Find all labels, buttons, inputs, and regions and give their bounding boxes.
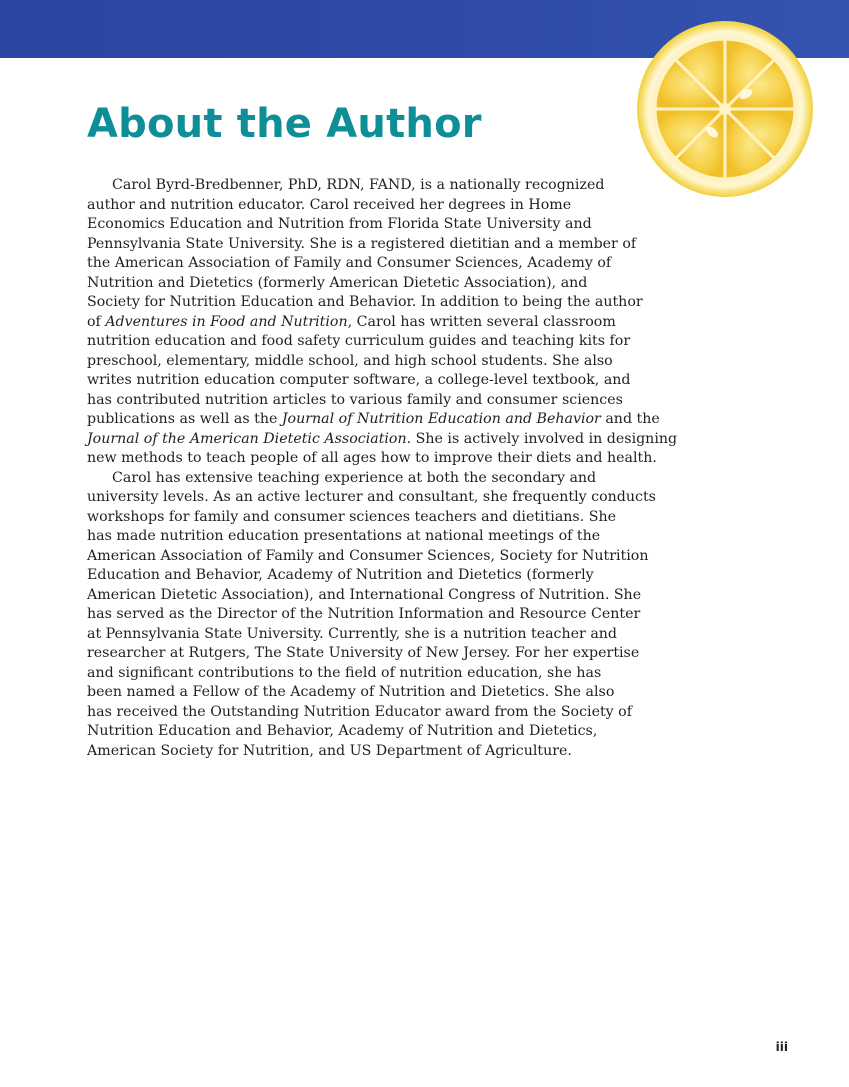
text-line: Carol has extensive teaching experience at both the secondary and bbox=[112, 469, 597, 486]
text-line: Pennsylvania State University. She is a registered dietitian and a member of bbox=[87, 235, 637, 252]
text-line: Society for Nutrition Education and Behavior. In addition to being the author bbox=[87, 294, 643, 310]
text-line: Carol Byrd-Bredbenner, PhD, RDN, FAND, is a nationally recognized bbox=[112, 177, 605, 193]
text-line: preschool, elementary, middle school, and high school students. She also bbox=[87, 352, 613, 369]
text-run: and the bbox=[600, 411, 660, 427]
text-line: American Society for Nutrition, and US Department of Agriculture. bbox=[87, 742, 572, 759]
text-line: Education and Behavior, Academy of Nutrition and Dietetics (formerly bbox=[87, 567, 594, 583]
book-title: Adventures in Food and Nutrition bbox=[105, 313, 348, 330]
text-line: nutrition education and food safety curriculum guides and teaching kits for bbox=[87, 333, 631, 349]
text-run: publications as well as the bbox=[87, 411, 282, 427]
text-line bbox=[87, 410, 660, 430]
text-line: workshops for family and consumer sciences teachers and dietitians. She bbox=[87, 508, 616, 525]
text-run: , Carol has written several classroom bbox=[347, 313, 616, 330]
journal-title: Journal of the American Dietetic Association bbox=[87, 430, 407, 447]
text-line: author and nutrition educator. Carol received her degrees in Home bbox=[87, 196, 572, 213]
text-line: has received the Outstanding Nutrition Educator award from the Society of bbox=[87, 703, 632, 720]
text-line: American Dietetic Association), and International Congress of Nutrition. She bbox=[87, 586, 642, 603]
text-line: has contributed nutrition articles to various family and consumer sciences bbox=[87, 391, 623, 408]
text-line bbox=[87, 313, 627, 333]
text-line: has served as the Director of the Nutrition Information and Resource Center bbox=[87, 606, 641, 622]
text-line: American Association of Family and Consumer Sciences, Society for Nutrition bbox=[87, 547, 649, 564]
text-line: writes nutrition education computer software, a college-level textbook, and bbox=[87, 372, 631, 388]
journal-title: Journal of Nutrition Education and Behavior bbox=[281, 411, 601, 427]
text-run: . She is actively involved in designing bbox=[406, 430, 678, 447]
text-line: researcher at Rutgers, The State University of New Jersey. For her expertise bbox=[87, 645, 640, 661]
text-line: been named a Fellow of the Academy of Nutrition and Dietetics. She also bbox=[87, 684, 615, 700]
text-line: Nutrition Education and Behavior, Academy of Nutrition and Dietetics, bbox=[87, 723, 598, 739]
text-line bbox=[87, 430, 678, 450]
text-line: has made nutrition education presentations at national meetings of the bbox=[87, 528, 601, 544]
text-line: Economics Education and Nutrition from Florida State University and bbox=[87, 216, 592, 232]
page-title: About the Author bbox=[87, 101, 482, 147]
text-line: Nutrition and Dietetics (formerly American Dietetic Association), and bbox=[87, 274, 588, 291]
text-run: of bbox=[87, 313, 106, 330]
text-line: new methods to teach people of all ages how to improve their diets and health. bbox=[87, 450, 657, 466]
page-number: iii bbox=[775, 1040, 788, 1054]
text-line: at Pennsylvania State University. Currently, she is a nutrition teacher and bbox=[87, 625, 618, 642]
text-line: university levels. As an active lecturer and consultant, she frequently conducts bbox=[87, 489, 656, 505]
author-bio bbox=[87, 176, 678, 761]
text-line: and significant contributions to the field of nutrition education, she has bbox=[87, 664, 602, 681]
text-line: the American Association of Family and Consumer Sciences, Academy of bbox=[87, 255, 612, 271]
lemon-slice-image bbox=[636, 20, 814, 198]
